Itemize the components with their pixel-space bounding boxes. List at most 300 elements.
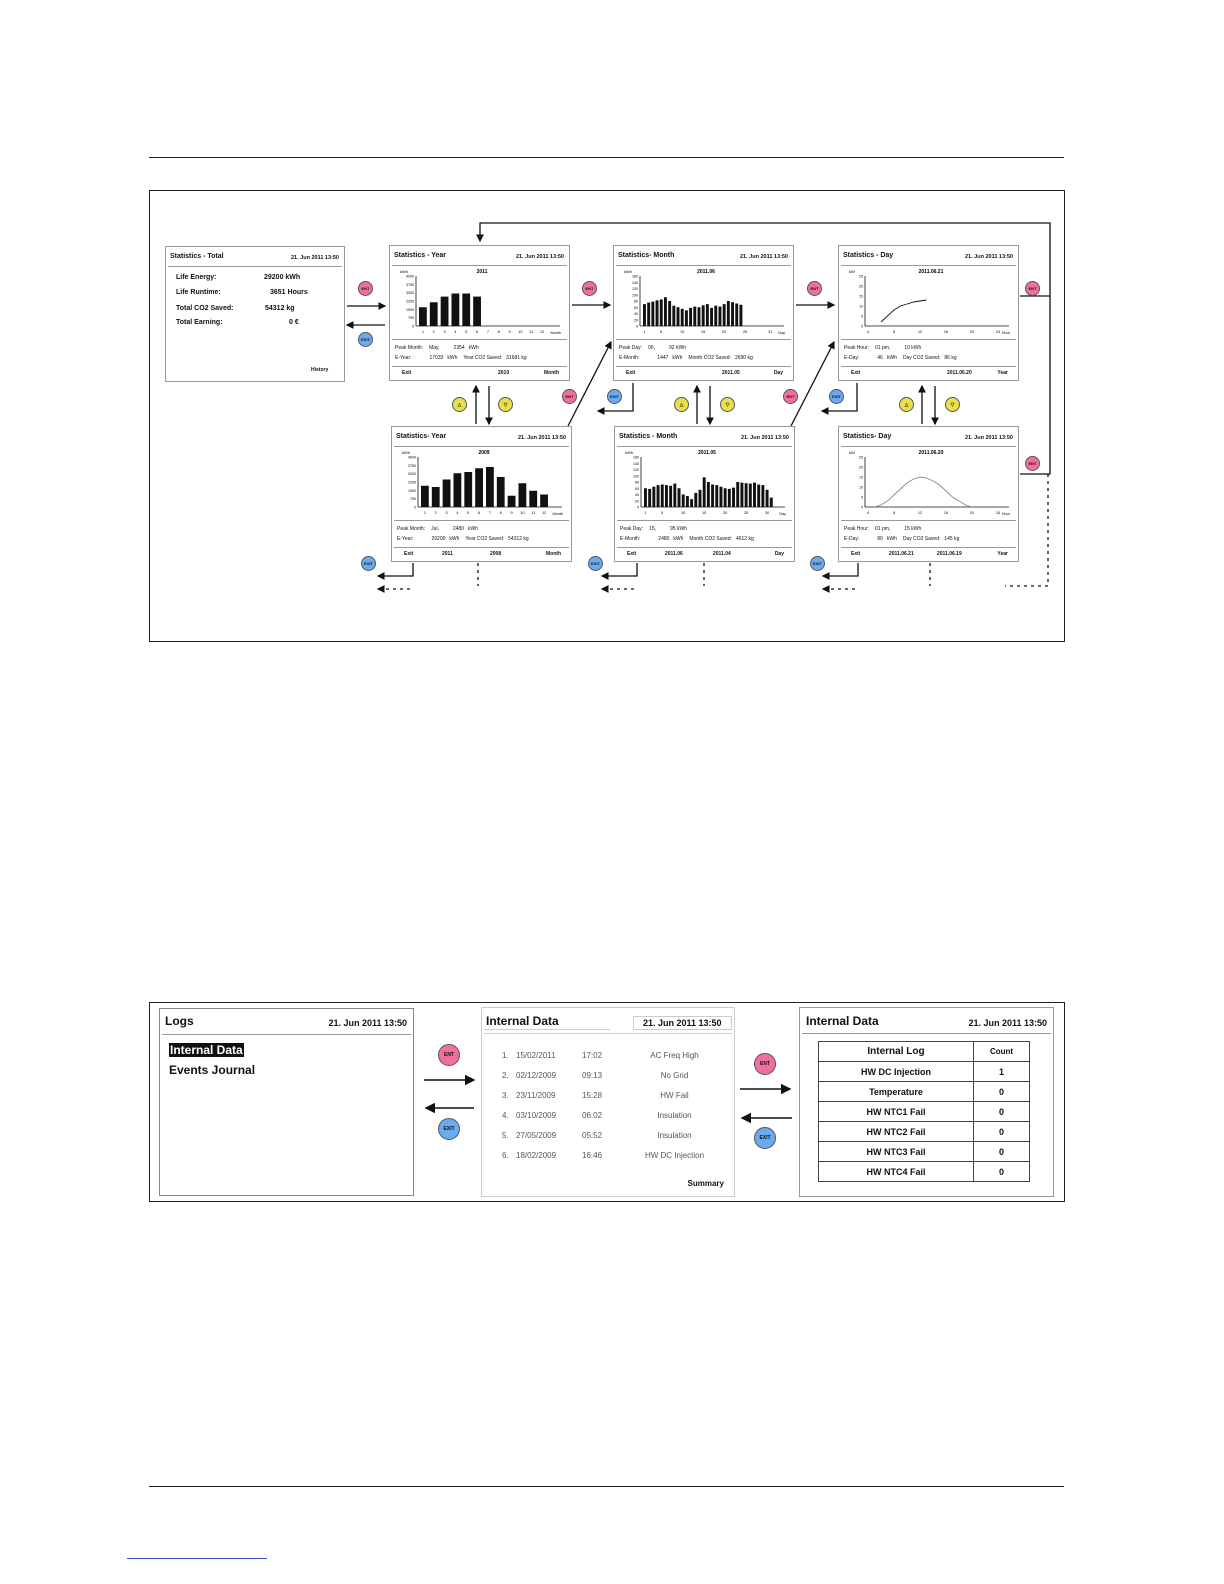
energy-row <box>619 355 753 361</box>
x-tick-label: 25 <box>742 330 748 334</box>
exit-button[interactable]: EXIT <box>438 1118 460 1140</box>
screen-footer <box>616 367 791 378</box>
table-row[interactable] <box>819 1062 1030 1082</box>
y-tick-label: 0 <box>861 505 863 510</box>
y-tick-label: 40 <box>634 312 638 316</box>
x-tick-label: 3 <box>443 330 446 334</box>
list-item[interactable] <box>482 1071 732 1083</box>
screen-header <box>168 249 342 267</box>
y-tick-label: 20 <box>634 318 638 323</box>
bar <box>736 482 739 507</box>
summary-link[interactable]: Summary <box>687 1179 724 1188</box>
co2-value: 86 kg <box>944 355 957 361</box>
x-tick-label: 1 <box>643 330 646 334</box>
exit-button[interactable]: EXIT <box>754 1127 776 1149</box>
screen-date: 21. Jun 2011 13:50 <box>739 254 788 260</box>
peak-label: Peak Month: <box>395 345 424 351</box>
peak-unit: kWh <box>468 345 479 351</box>
ent-button[interactable]: ENT <box>358 281 373 296</box>
x-tick-label: 7 <box>486 330 489 334</box>
summary-panel <box>394 521 569 548</box>
y-tick-label: 100 <box>633 474 639 479</box>
bar <box>703 477 706 507</box>
table-row[interactable] <box>819 1122 1030 1142</box>
screen-header <box>616 248 791 266</box>
ent-button[interactable]: ENT <box>562 389 577 404</box>
y-tick-label: 0 <box>412 324 414 329</box>
bar <box>644 488 647 507</box>
y-tick-label: 140 <box>632 280 638 285</box>
bar <box>723 304 726 326</box>
bar <box>473 297 481 326</box>
y-tick-label: 20 <box>859 284 863 289</box>
log-name: HW DC Injection <box>819 1062 974 1082</box>
y-tick-label: 750 <box>408 316 414 321</box>
ent-button[interactable]: ENT <box>807 281 822 296</box>
column-header-internal-log: Internal Log <box>819 1042 974 1062</box>
x-tick-label: 20 <box>723 511 728 515</box>
exit-softkey[interactable]: Exit <box>402 370 412 376</box>
peak-row <box>395 345 479 351</box>
x-tick-label: 1 <box>421 330 424 334</box>
peak-label: Peak Day: <box>619 345 643 351</box>
co2-label: Month CO2 Saved: <box>689 536 732 542</box>
exit-softkey[interactable]: Exit <box>626 370 636 376</box>
energy-value: 1447 <box>657 355 669 361</box>
y-tick-label: 4000 <box>408 455 416 460</box>
log-name: HW NTC3 Fail <box>819 1142 974 1162</box>
bar <box>678 488 681 507</box>
exit-button[interactable]: EXIT <box>810 556 825 571</box>
screen-header <box>394 429 569 447</box>
bar <box>706 304 709 326</box>
drilldown-softkey[interactable]: Day <box>774 551 784 557</box>
exit-softkey[interactable]: Exit <box>404 551 414 557</box>
screen-date: 21. Jun 2011 13:50 <box>964 435 1013 441</box>
bar <box>660 299 663 326</box>
summary-panel <box>617 521 792 548</box>
bar <box>728 489 731 507</box>
y-tick-label: 5 <box>861 314 863 319</box>
screen-date: 21. Jun 2011 13:50 <box>290 255 339 261</box>
log-count: 0 <box>974 1122 1030 1142</box>
x-tick-label: 16 <box>943 511 949 515</box>
screen-title: Statistics - Year <box>394 252 447 259</box>
bar <box>672 306 675 326</box>
peak-row <box>397 526 478 532</box>
statistics-year-2009-screen <box>391 426 572 562</box>
screen-title: Statistics - Month <box>619 433 678 440</box>
bar <box>643 304 646 326</box>
bar <box>749 484 752 507</box>
peak-row <box>620 526 691 532</box>
x-axis-label: Day <box>779 512 786 516</box>
chart <box>392 266 569 338</box>
logs-screen <box>159 1008 414 1196</box>
log-name: HW NTC4 Fail <box>819 1162 974 1182</box>
drilldown-softkey[interactable]: Day <box>773 370 783 376</box>
screen-footer <box>841 548 1016 559</box>
co2-label: Month CO2 Saved: <box>688 355 731 361</box>
y-tick-label: 0 <box>637 505 639 510</box>
drilldown-softkey[interactable]: Year <box>997 551 1008 557</box>
previous-softkey[interactable]: 2011 <box>442 551 453 557</box>
bar <box>497 477 505 507</box>
peak-row <box>844 526 925 532</box>
peak-value: 10 kWh <box>904 345 922 351</box>
y-unit-label: kWh <box>625 450 633 455</box>
bar <box>710 308 713 326</box>
x-tick-label: 30 <box>764 511 770 515</box>
log-name: HW NTC1 Fail <box>819 1102 974 1122</box>
screen-footer <box>841 367 1016 378</box>
bar <box>770 498 773 507</box>
peak-period: 01 pm, <box>875 526 891 532</box>
peak-row <box>844 345 925 351</box>
statistics-month-201106-screen <box>613 245 794 381</box>
x-tick-label: 4 <box>866 330 870 334</box>
y-tick-label: 20 <box>635 499 639 504</box>
bar <box>668 301 671 326</box>
previous-softkey[interactable]: 2011.05 <box>722 370 740 376</box>
screen-header <box>392 248 567 266</box>
peak-label: Peak Hour: <box>844 345 870 351</box>
log-count: 0 <box>974 1102 1030 1122</box>
energy-row <box>397 536 529 542</box>
chart-title: 2011.05 <box>698 450 716 456</box>
life-energy-value: 29200 kWh <box>264 274 301 281</box>
screen-footer <box>617 548 792 559</box>
x-tick-label: 16 <box>943 330 949 334</box>
exit-button[interactable]: EXIT <box>829 389 844 404</box>
bar <box>735 304 738 327</box>
x-tick-label: 12 <box>539 330 545 334</box>
chart <box>841 266 1018 338</box>
bar <box>761 485 764 507</box>
co2-value: 4612 kg <box>735 536 754 542</box>
row-time: 09:13 <box>582 1071 603 1080</box>
bar <box>661 485 664 508</box>
peak-label: Peak Month: <box>397 526 426 532</box>
up-triangle-icon[interactable]: ▵ <box>674 397 689 412</box>
ent-button[interactable]: ENT <box>754 1053 776 1075</box>
menu-item-events-journal[interactable]: Events Journal <box>169 1063 256 1077</box>
y-tick-label: 80 <box>635 480 639 485</box>
y-tick-label: 0 <box>636 324 638 329</box>
y-tick-label: 20 <box>859 465 863 470</box>
row-event: Insulation <box>657 1131 692 1140</box>
table-row[interactable] <box>819 1162 1030 1182</box>
y-tick-label: 15 <box>859 294 863 299</box>
previous-softkey[interactable]: 2010 <box>498 370 510 376</box>
x-tick-label: 5 <box>467 511 470 515</box>
statistics-total-screen <box>165 246 345 382</box>
x-tick-label: 7 <box>488 511 491 515</box>
bar <box>508 496 516 507</box>
exit-softkey[interactable]: Exit <box>851 551 861 557</box>
x-tick-label: 4 <box>454 330 457 334</box>
bar <box>669 486 672 507</box>
total-earning-label: Total Earning: <box>176 319 223 326</box>
chart <box>394 447 571 519</box>
x-tick-label: 25 <box>743 511 749 515</box>
x-tick-label: 4 <box>866 511 870 515</box>
bar <box>732 488 735 507</box>
y-tick-label: 3750 <box>406 282 414 287</box>
exit-softkey[interactable]: Exit <box>627 551 637 557</box>
bar <box>647 303 650 326</box>
bar <box>685 310 688 326</box>
divider <box>802 1033 1051 1034</box>
peak-row <box>619 345 690 351</box>
screen-footer <box>394 548 569 559</box>
x-tick-label: 5 <box>661 511 664 515</box>
previous-softkey[interactable]: 2011.06.21 <box>889 551 914 557</box>
bar <box>699 490 702 507</box>
y-unit-label: kWh <box>400 269 408 274</box>
previous-softkey[interactable]: 2011.06 <box>665 551 683 557</box>
chart-title: 2011.06.21 <box>918 269 944 275</box>
y-tick-label: 120 <box>633 468 639 472</box>
bar <box>441 297 449 326</box>
row-date: 15/02/2011 <box>516 1051 556 1060</box>
screen-footer <box>392 367 567 378</box>
row-time: 17:02 <box>582 1051 603 1060</box>
up-triangle-icon[interactable]: ▵ <box>452 397 467 412</box>
x-tick-label: 11 <box>529 330 534 334</box>
down-triangle-icon[interactable]: ▿ <box>945 397 960 412</box>
list-item[interactable] <box>482 1131 732 1143</box>
drilldown-softkey[interactable]: Year <box>997 370 1008 376</box>
internal-data-date: 21. Jun 2011 13:50 <box>633 1016 732 1030</box>
bar <box>486 467 494 507</box>
bar <box>677 307 680 326</box>
chart <box>841 447 1018 519</box>
summary-panel <box>841 521 1016 548</box>
y-tick-label: 120 <box>632 287 638 291</box>
exit-softkey[interactable]: Exit <box>851 370 861 376</box>
peak-value: 95 kWh <box>670 526 687 532</box>
row-number: 5. <box>502 1131 509 1140</box>
bar <box>690 499 693 507</box>
log-name: HW NTC2 Fail <box>819 1122 974 1142</box>
footer-link-underline <box>127 1558 267 1559</box>
life-energy-label: Life Energy: <box>176 274 217 281</box>
energy-unit: kWh <box>672 355 683 361</box>
row-event: HW Fail <box>660 1091 689 1100</box>
energy-value: 2480 <box>658 536 670 542</box>
energy-unit: kWh <box>449 536 460 542</box>
history-link[interactable]: History <box>311 367 329 373</box>
energy-value: 17033 <box>429 355 444 361</box>
co2-label: Year CO2 Saved: <box>465 536 505 542</box>
x-tick-label: 12 <box>541 511 547 515</box>
bar <box>432 487 440 507</box>
bar <box>462 294 470 327</box>
ent-button[interactable]: ENT <box>783 389 798 404</box>
energy-row <box>844 355 957 361</box>
y-tick-label: 3000 <box>406 291 414 296</box>
logs-title: Logs <box>165 1014 194 1028</box>
next-softkey[interactable]: 2011.06.19 <box>937 551 962 557</box>
bar <box>454 473 462 507</box>
chart-title: 2009 <box>478 450 490 456</box>
previous-softkey[interactable]: 2011.06.20 <box>947 370 972 376</box>
energy-unit: kWh <box>886 536 897 542</box>
table-row[interactable] <box>819 1142 1030 1162</box>
y-tick-label: 0 <box>414 505 416 510</box>
exit-button[interactable]: EXIT <box>607 389 622 404</box>
list-item[interactable] <box>482 1091 732 1103</box>
x-tick-label: 5 <box>465 330 468 334</box>
row-number: 6. <box>502 1151 509 1160</box>
y-unit-label: kWh <box>402 450 410 455</box>
down-triangle-icon[interactable]: ▿ <box>498 397 513 412</box>
exit-button[interactable]: EXIT <box>361 556 376 571</box>
chart-title: 2011.06 <box>697 269 715 275</box>
bar <box>475 468 483 507</box>
screen-date: 21. Jun 2011 13:50 <box>515 254 564 260</box>
next-softkey[interactable]: 2008 <box>490 551 502 557</box>
log-count: 0 <box>974 1142 1030 1162</box>
row-date: 27/05/2009 <box>516 1131 557 1140</box>
internal-log-title: Internal Data <box>806 1014 879 1028</box>
ent-button[interactable]: ENT <box>1025 281 1040 296</box>
bar <box>421 486 429 507</box>
energy-unit: kWh <box>673 536 684 542</box>
list-item[interactable] <box>482 1051 732 1063</box>
screen-date: 21. Jun 2011 13:50 <box>740 435 789 441</box>
y-tick-label: 4000 <box>406 274 414 279</box>
internal-log-table <box>818 1041 1030 1182</box>
x-tick-label: 20 <box>969 511 975 515</box>
co2-value: 31681 kg <box>506 355 527 361</box>
summary-panel <box>392 340 567 367</box>
bar <box>664 297 667 326</box>
bar <box>727 301 730 326</box>
bar <box>757 485 760 508</box>
chart <box>617 447 794 519</box>
life-runtime-label: Life Runtime: <box>176 289 221 296</box>
x-tick-label: 20 <box>722 330 727 334</box>
y-unit-label: kW <box>849 450 855 455</box>
drilldown-softkey[interactable]: Month <box>546 551 561 557</box>
divider <box>162 1034 411 1035</box>
peak-period: 01 pm, <box>875 345 891 351</box>
logs-date: 21. Jun 2011 13:50 <box>328 1018 407 1028</box>
bar <box>529 491 537 507</box>
co2-label: Year CO2 Saved: <box>463 355 503 361</box>
menu-item-internal-data[interactable]: Internal Data <box>170 1043 243 1057</box>
chart <box>616 266 793 338</box>
table-row[interactable] <box>819 1082 1030 1102</box>
next-softkey[interactable]: 2011.04 <box>713 551 731 557</box>
energy-value: 80 <box>877 536 883 542</box>
screen-title: Statistics - Total <box>170 253 224 260</box>
row-time: 15:28 <box>582 1091 603 1100</box>
row-event: Insulation <box>657 1111 692 1120</box>
x-tick-label: 15 <box>701 330 706 334</box>
y-tick-label: 25 <box>859 274 863 279</box>
ent-button[interactable]: ENT <box>1025 456 1040 471</box>
x-tick-label: 10 <box>518 330 523 334</box>
peak-label: Peak Hour: <box>844 526 870 532</box>
peak-value: 2354 <box>453 345 465 351</box>
x-tick-label: 24 <box>995 330 1001 334</box>
bar <box>724 488 727 507</box>
y-tick-label: 160 <box>633 455 639 460</box>
row-date: 18/02/2009 <box>516 1151 557 1160</box>
bar <box>656 300 659 326</box>
peak-period: 06, <box>648 345 656 351</box>
y-tick-label: 60 <box>635 486 639 491</box>
statistics-month-201105-screen <box>614 426 795 562</box>
drilldown-softkey[interactable]: Month <box>544 370 559 376</box>
list-item[interactable] <box>482 1111 732 1123</box>
bar <box>452 294 460 327</box>
row-time: 16:46 <box>582 1151 603 1160</box>
x-tick-label: 8 <box>892 511 896 515</box>
series-line <box>881 300 927 322</box>
row-event: No Grid <box>660 1071 689 1080</box>
bar <box>657 485 660 507</box>
peak-value: 2480 <box>452 526 464 532</box>
row-date: 23/11/2009 <box>516 1091 556 1100</box>
x-axis-label: Hour <box>1001 331 1010 335</box>
peak-unit: kWh <box>467 526 478 532</box>
total-earning-value: 0 € <box>289 319 299 326</box>
energy-value: 46 <box>877 355 883 361</box>
bar <box>430 302 438 326</box>
y-tick-label: 140 <box>633 461 639 466</box>
x-axis-label: Month <box>550 331 561 335</box>
ent-button[interactable]: ENT <box>438 1044 460 1066</box>
exit-button[interactable]: EXIT <box>588 556 603 571</box>
x-tick-label: 2 <box>434 511 437 515</box>
screen-title: Statistics- Month <box>618 252 675 259</box>
log-count: 0 <box>974 1082 1030 1102</box>
x-tick-label: 2 <box>432 330 435 334</box>
x-tick-label: 24 <box>995 511 1001 515</box>
footer-rule <box>149 1486 1064 1487</box>
up-triangle-icon[interactable]: ▵ <box>899 397 914 412</box>
x-tick-label: 9 <box>510 511 513 515</box>
x-tick-label: 4 <box>456 511 459 515</box>
internal-log-date: 21. Jun 2011 13:50 <box>968 1018 1047 1028</box>
ent-button[interactable]: ENT <box>582 281 597 296</box>
y-tick-label: 0 <box>861 324 863 329</box>
bar <box>443 480 451 508</box>
x-tick-label: 6 <box>478 511 481 515</box>
y-unit-label: kW <box>849 269 855 274</box>
exit-button[interactable]: EXIT <box>358 332 373 347</box>
list-item[interactable] <box>482 1151 732 1163</box>
energy-row <box>395 355 527 361</box>
screen-title: Statistics - Day <box>843 252 894 259</box>
bar <box>745 483 748 507</box>
down-triangle-icon[interactable]: ▿ <box>720 397 735 412</box>
x-axis-label: Hour <box>1001 512 1010 516</box>
table-row[interactable] <box>819 1102 1030 1122</box>
total-co2-value: 54312 kg <box>265 305 295 312</box>
y-tick-label: 15 <box>859 475 863 480</box>
y-tick-label: 80 <box>634 299 638 304</box>
bar <box>731 302 734 326</box>
bar <box>665 485 668 507</box>
x-tick-label: 12 <box>917 330 923 334</box>
y-tick-label: 750 <box>410 497 416 502</box>
y-tick-label: 160 <box>632 274 638 279</box>
